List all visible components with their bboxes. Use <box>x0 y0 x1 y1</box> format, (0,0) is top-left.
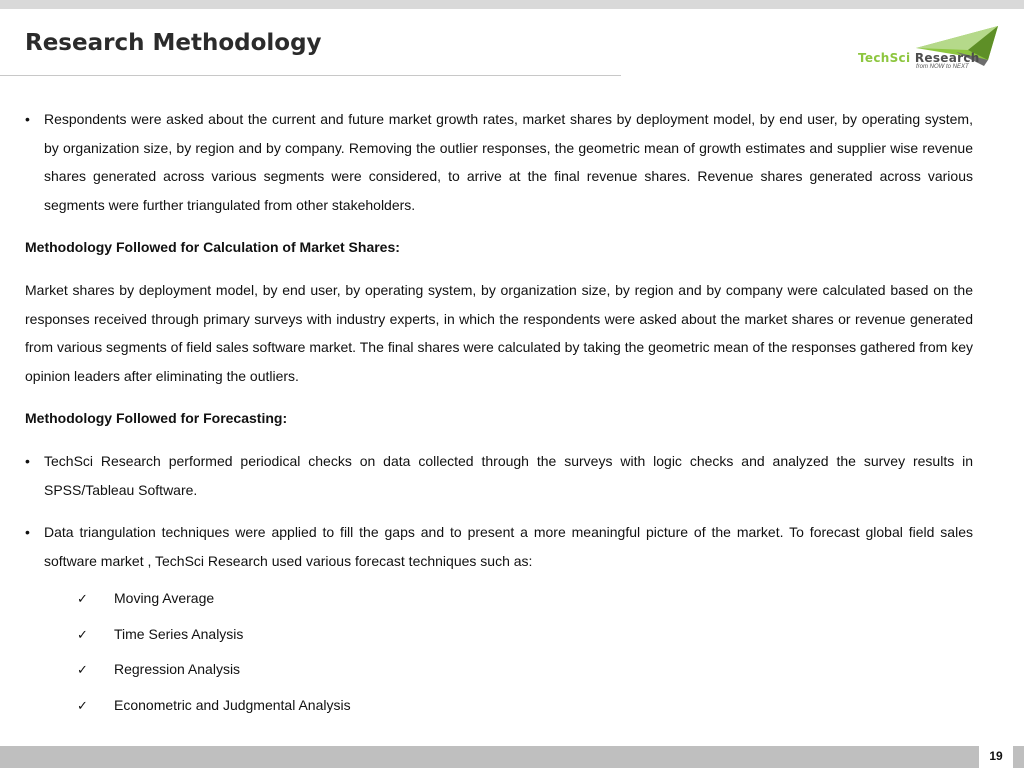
bullet-dot-icon: • <box>25 524 30 541</box>
checkmark-icon: ✓ <box>77 697 88 713</box>
page-title: Research Methodology <box>25 30 322 56</box>
list-item <box>25 652 973 688</box>
logo-wordmark-techsci: TechSci <box>858 51 911 65</box>
content-body <box>25 105 973 723</box>
bullet-item <box>25 518 973 575</box>
forecast-techniques-list <box>25 581 973 723</box>
list-item <box>25 617 973 653</box>
list-item <box>25 581 973 617</box>
section-heading-forecasting: Methodology Followed for Forecasting: <box>25 410 288 427</box>
logo-wordmark-research: Research <box>914 51 980 65</box>
checkmark-icon: ✓ <box>77 662 88 678</box>
checkmark-icon: ✓ <box>77 626 88 642</box>
footer-bar <box>0 746 1024 768</box>
bullet-dot-icon: • <box>25 452 30 469</box>
title-divider <box>0 75 621 76</box>
list-item <box>25 688 973 724</box>
bullet-item <box>25 105 973 219</box>
bullet-dot-icon: • <box>25 111 30 127</box>
page-number: 19 <box>979 744 1013 768</box>
bullet-text: Respondents were asked about the current and future market growth rates, market shares by deployment model, by end user, by operating system, by organization size, by region and by company. Removing the outlier responses, the geometric mean of growth estimates and supplier wise revenue shares generated across various segments were considered, to arrive at the final revenue shares. Revenue shares generated across various segments were further triangulated from other stakeholders. <box>44 111 973 213</box>
technique-label: Econometric and Judgmental Analysis <box>114 696 351 713</box>
top-bar <box>0 0 1024 9</box>
checkmark-icon: ✓ <box>77 591 88 607</box>
section-heading-market-shares: Methodology Followed for Calculation of Market Shares: <box>25 239 400 256</box>
logo-wordmark <box>858 51 980 65</box>
bullet-text: Data triangulation techniques were applied to fill the gaps and to present a more meaningful picture of the market. To forecast global field sales software market , TechSci Research used various forecast techniques such as: <box>44 524 973 569</box>
technique-label: Time Series Analysis <box>114 625 244 642</box>
technique-label: Regression Analysis <box>114 661 241 678</box>
bullet-item <box>25 447 973 504</box>
logo-tagline: from NOW to NEXT <box>916 64 969 70</box>
bullet-text: TechSci Research performed periodical checks on data collected through the surveys with logic checks and analyzed the survey results in SPSS/Tableau Software. <box>44 452 973 498</box>
market-shares-paragraph: Market shares by deployment model, by end user, by operating system, by organization size, by region and by company were calculated based on the responses received through primary surveys with industry experts, in which the respondents were asked about the market shares or revenue generated from various segments of field sales software market. The final shares were calculated by taking the geometric mean of the responses gathered from key opinion leaders after eliminating the outliers. <box>25 281 973 384</box>
technique-label: Moving Average <box>114 590 215 607</box>
techsci-logo <box>856 22 1001 74</box>
